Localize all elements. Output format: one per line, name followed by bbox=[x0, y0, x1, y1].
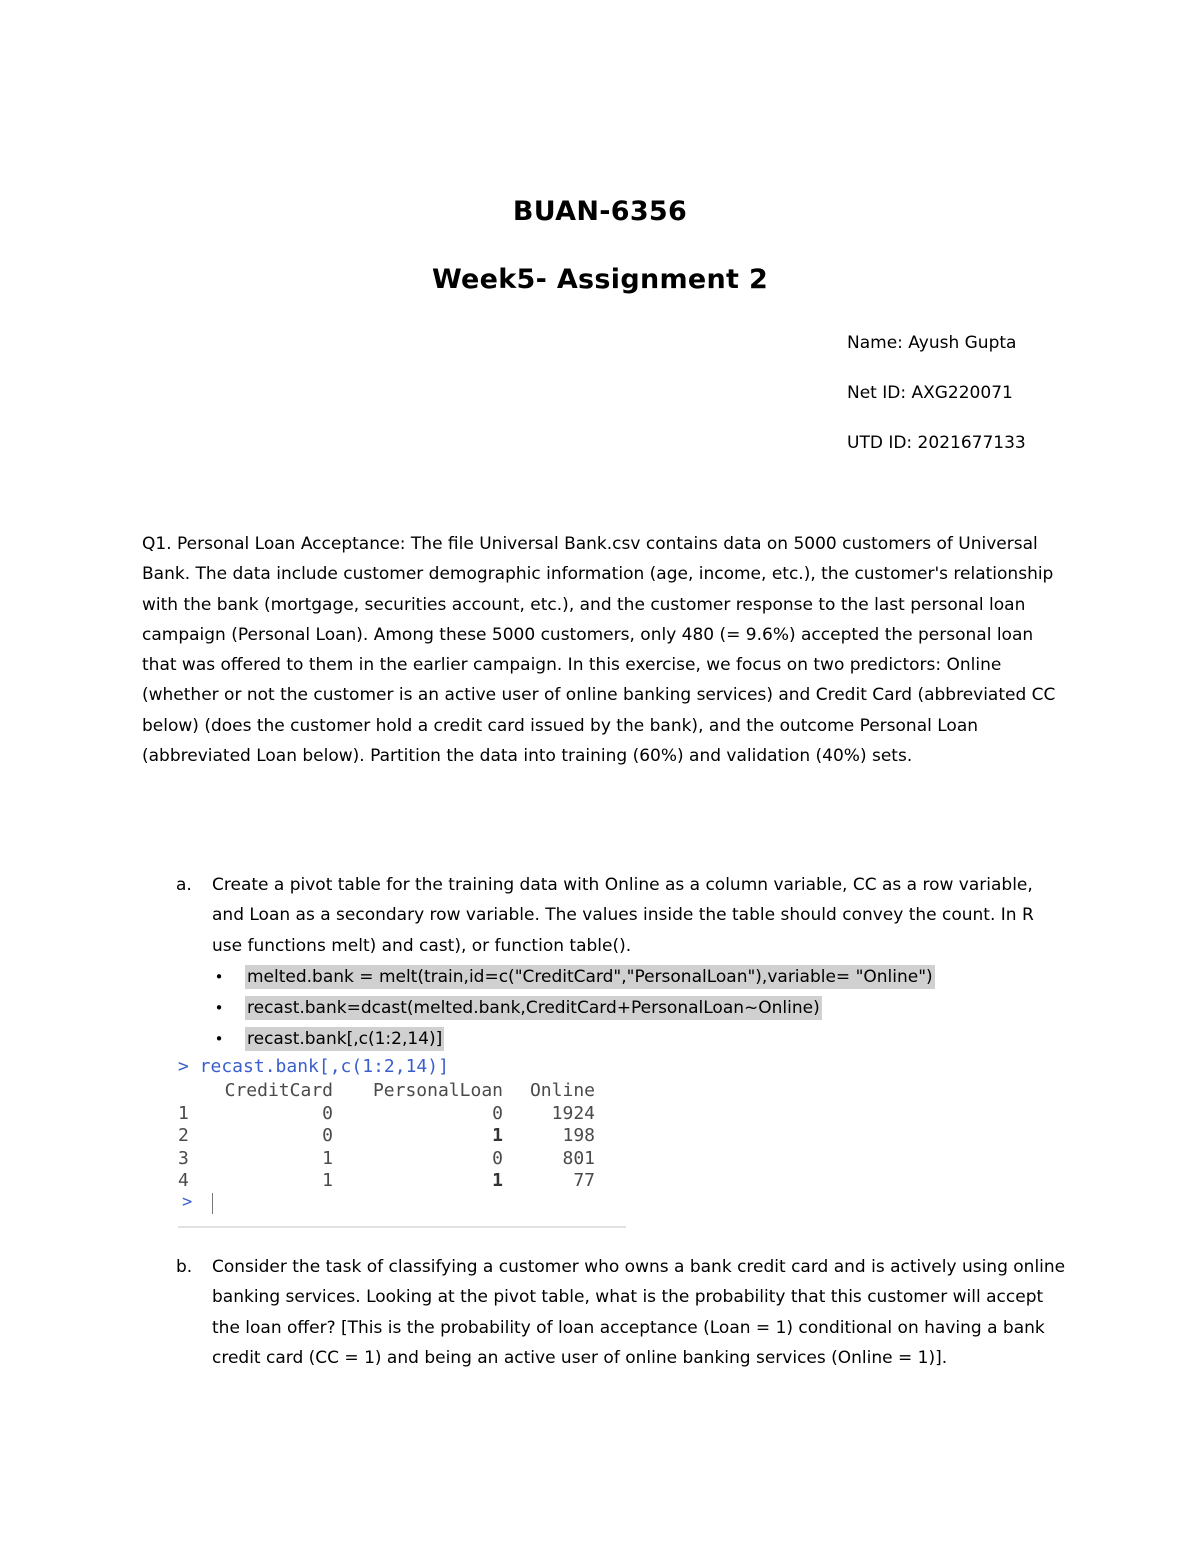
bullet-icon: • bbox=[214, 968, 224, 986]
cell-online: 198 bbox=[562, 1125, 595, 1146]
code-list-item bbox=[212, 962, 935, 993]
cell-creditcard: 1 bbox=[322, 1147, 333, 1169]
cell-creditcard: 0 bbox=[322, 1102, 333, 1124]
console-prompt-icon: > bbox=[182, 1192, 193, 1212]
column-header-personalloan: PersonalLoan bbox=[372, 1080, 503, 1101]
row-index-header bbox=[178, 1080, 208, 1103]
row-index: 3 bbox=[178, 1147, 189, 1169]
student-netid: Net ID: AXG220071 bbox=[847, 383, 1013, 403]
r-console-output bbox=[178, 1056, 626, 1228]
student-utd-id: UTD ID: 2021677133 bbox=[847, 433, 1026, 453]
row-index: 4 bbox=[178, 1170, 189, 1191]
cell-online: 801 bbox=[562, 1147, 595, 1169]
cell-personalloan: 0 bbox=[492, 1102, 503, 1124]
part-b-text: Consider the task of classifying a customer who owns a bank credit card and is actively using online banking services. Looking at the pivot table, what is the probability that this customer will accept the loan offer? [This is the probability of loan acceptance (Loan = 1) conditional on having a bank credit card (CC = 1) and being an active user of online banking services (Online = 1)]. bbox=[212, 1257, 1066, 1368]
course-code-heading: BUAN-6356 bbox=[512, 196, 688, 227]
cell-personalloan: 0 bbox=[492, 1147, 503, 1169]
part-a-marker: a. bbox=[176, 875, 192, 895]
pivot-output-table bbox=[178, 1080, 595, 1193]
cell-online: 77 bbox=[573, 1170, 595, 1191]
code-list-item bbox=[212, 993, 935, 1024]
code-line-subset: recast.bank[,c(1:2,14)] bbox=[247, 1029, 443, 1049]
console-cut-command: > recast.bank[,c(1:2,14)] bbox=[178, 1056, 449, 1077]
column-header-online: Online bbox=[529, 1080, 595, 1101]
table-row bbox=[178, 1148, 595, 1171]
code-line-melt: melted.bank = melt(train,id=c("CreditCard","PersonalLoan"),variable= "Online") bbox=[247, 967, 933, 987]
table-header-row bbox=[178, 1080, 595, 1103]
cell-online: 1924 bbox=[551, 1102, 595, 1124]
table-row bbox=[178, 1125, 595, 1148]
table-row bbox=[178, 1103, 595, 1126]
question-1 bbox=[142, 529, 1064, 771]
row-index: 2 bbox=[178, 1125, 189, 1146]
question-1-text: Q1. Personal Loan Acceptance: The file Universal Bank.csv contains data on 5000 customers of Universal Bank. The data include customer demographic information (age, income, etc.), the customer's relationship with the bank (mortgage, securities account, etc.), and the customer response to the last personal loan campaign (Personal Loan). Among these 5000 customers, only 480 (= 9.6%) accepted the personal loan that was offered to them in the earlier campaign. In this exercise, we focus on two predictors: Online (whether or not the customer is an active user of online banking services) and Credit Card (abbreviated CC below) (does the customer hold a credit card issued by the bank), and the outcome Personal Loan (abbreviated Loan below). Partition the data into training (60%) and validation (40%) sets. bbox=[142, 534, 1056, 767]
code-list-item bbox=[212, 1024, 935, 1055]
console-bottom-divider bbox=[178, 1226, 626, 1228]
code-bullet-list bbox=[212, 962, 935, 1055]
part-a bbox=[176, 870, 1066, 961]
row-index: 1 bbox=[178, 1102, 189, 1124]
assignment-title-heading: Week5- Assignment 2 bbox=[431, 264, 769, 295]
column-header-creditcard: CreditCard bbox=[224, 1080, 333, 1101]
bullet-icon: • bbox=[214, 1030, 224, 1048]
table-row bbox=[178, 1170, 595, 1193]
cell-creditcard: 0 bbox=[322, 1125, 333, 1146]
part-b bbox=[176, 1252, 1066, 1373]
student-name: Name: Ayush Gupta bbox=[847, 333, 1017, 353]
console-cursor bbox=[212, 1193, 213, 1214]
cell-personalloan: 1 bbox=[492, 1170, 503, 1191]
console-cut-command-line bbox=[178, 1056, 478, 1077]
cell-personalloan: 1 bbox=[492, 1125, 503, 1146]
bullet-icon: • bbox=[214, 999, 224, 1017]
part-b-marker: b. bbox=[176, 1257, 193, 1277]
part-a-text: Create a pivot table for the training data with Online as a column variable, CC as a row variable, and Loan as a secondary row variable. The values inside the table should convey the count. In R use functions melt) and cast), or function table(). bbox=[212, 875, 1034, 956]
code-line-dcast: recast.bank=dcast(melted.bank,CreditCard+PersonalLoan~Online) bbox=[247, 998, 820, 1018]
cell-creditcard: 1 bbox=[322, 1170, 333, 1191]
